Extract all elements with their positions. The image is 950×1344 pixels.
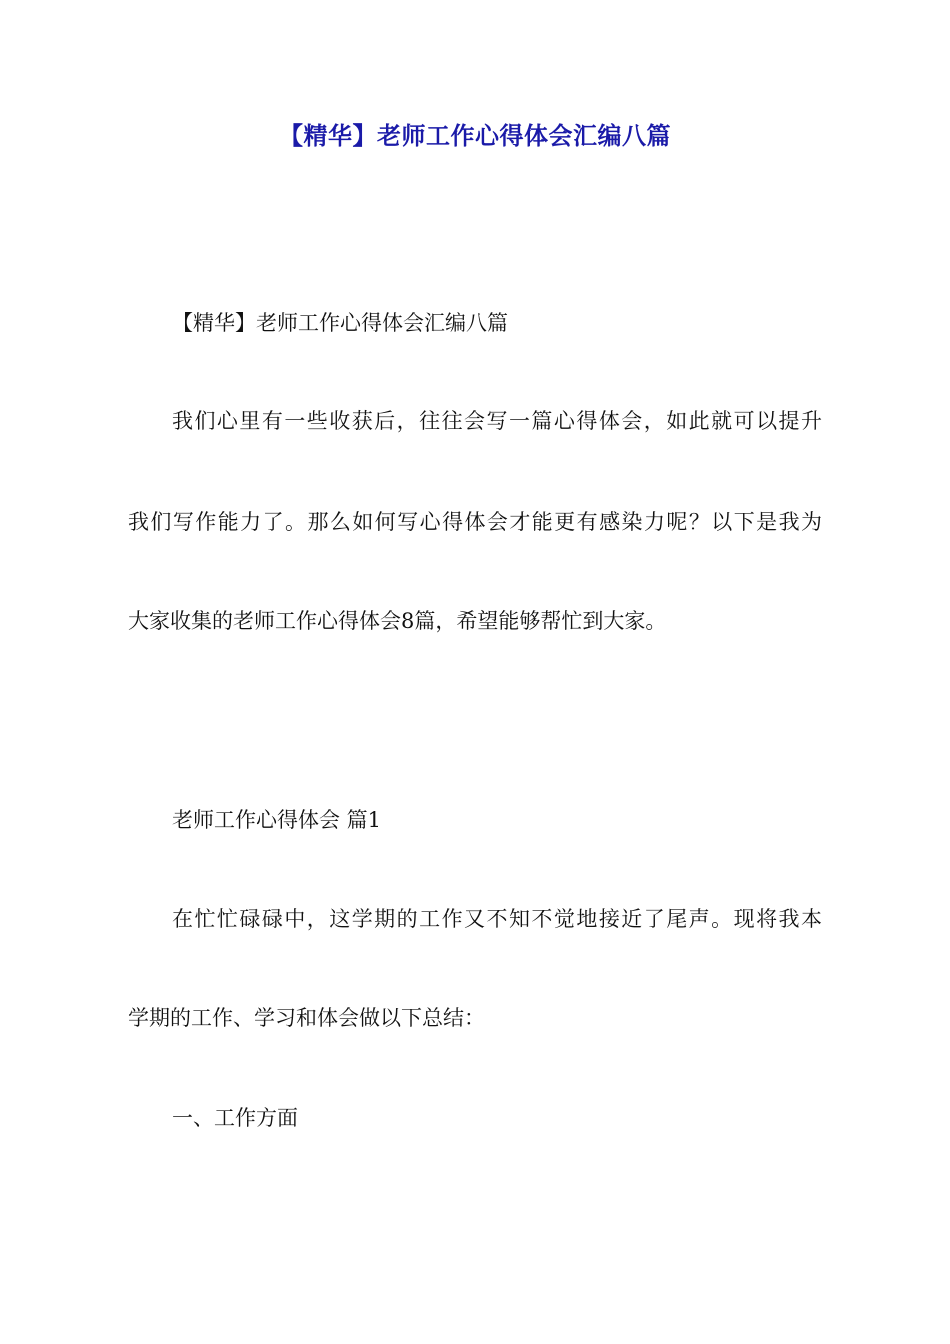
intro-line-3: 大家收集的老师工作心得体会8篇，希望能够帮忙到大家。 bbox=[128, 609, 667, 633]
document-title: 【精华】老师工作心得体会汇编八篇 bbox=[279, 122, 671, 150]
document-subtitle: 【精华】老师工作心得体会汇编八篇 bbox=[172, 311, 508, 335]
intro-line-2: 我们写作能力了。那么如何写心得体会才能更有感染力呢？以下是我为 bbox=[128, 510, 822, 534]
section-line-1: 在忙忙碌碌中，这学期的工作又不知不觉地接近了尾声。现将我本 bbox=[172, 907, 822, 931]
subheading-work: 一、工作方面 bbox=[172, 1106, 298, 1130]
section-heading: 老师工作心得体会 篇1 bbox=[172, 808, 382, 832]
intro-line-1: 我们心里有一些收获后，往往会写一篇心得体会，如此就可以提升 bbox=[172, 409, 822, 433]
section-line-2: 学期的工作、学习和体会做以下总结： bbox=[128, 1006, 485, 1030]
